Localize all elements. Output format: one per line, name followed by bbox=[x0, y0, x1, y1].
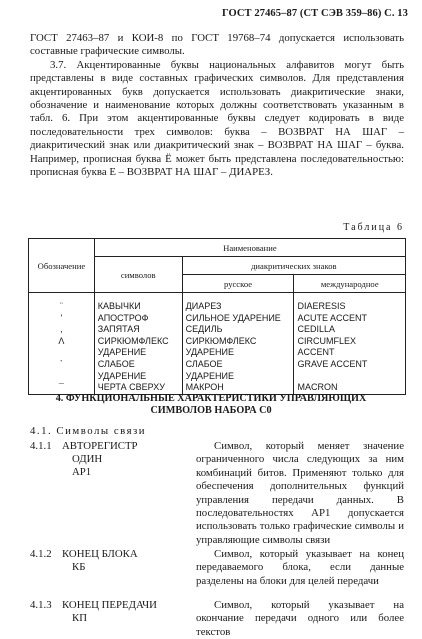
cell-international: MACRON bbox=[294, 382, 406, 394]
definition-text: Символ, который указывает на конец передаваемого блока, если данные разделены на блоки для целей передачи bbox=[196, 548, 404, 587]
cell-designation bbox=[29, 371, 95, 383]
col-header-symbols: символов bbox=[94, 257, 182, 293]
table-row bbox=[29, 313, 406, 325]
cell-russian: МАКРОН bbox=[182, 382, 294, 394]
term-4-1-1 bbox=[30, 440, 170, 480]
definition-text: Символ, который указывает на окончание передачи одного или более текстов bbox=[196, 599, 404, 638]
cell-designation: , bbox=[29, 324, 95, 336]
cell-designation: ' bbox=[29, 313, 95, 325]
term-4-1-2 bbox=[30, 548, 170, 574]
cell-designation bbox=[29, 347, 95, 359]
cell-designation: ¨ bbox=[29, 293, 95, 313]
subsection-heading: 4.1. Символы связи bbox=[30, 425, 147, 437]
term-abbreviation: КП bbox=[72, 612, 87, 625]
cell-russian: СИЛЬНОЕ УДАРЕНИЕ bbox=[182, 313, 294, 325]
page-header: ГОСТ 27465–87 (СТ СЭВ 359–86) С. 13 bbox=[221, 8, 408, 19]
col-header-naming: Наименование bbox=[94, 239, 405, 257]
paragraph-3-7: 3.7. Акцентированные буквы национальных алфавитов могут быть представлены в виде составных графических символов. Для представления акцентированных букв допускается использовать диакритические знаки, обозначение и наименование которых должны соответствовать указанным в табл. 6. При этом акцентированные буквы следует кодировать в виде последовательности трех символов: буква – ВОЗВРАТ НА ШАГ – диакритический знак или диакритический знак – ВОЗВРАТ НА ШАГ – буква. Например, прописная буква Ё может быть представлена последовательностью: прописная буква Е – ВОЗВРАТ НА ШАГ – ДИАРЕЗ. bbox=[30, 58, 404, 179]
cell-international: CIRCUMFLEX bbox=[294, 336, 406, 348]
cell-symbol: СЛАБОЕ bbox=[94, 359, 182, 371]
table-row bbox=[29, 336, 406, 348]
definition-4-1-3 bbox=[196, 599, 404, 639]
term-name: АВТОРЕГИСТР bbox=[62, 440, 138, 452]
term-name: КОНЕЦ ПЕРЕДАЧИ bbox=[62, 599, 157, 611]
cell-russian: СЕДИЛЬ bbox=[182, 324, 294, 336]
cell-international: ACUTE ACCENT bbox=[294, 313, 406, 325]
cell-symbol: АПОСТРОФ bbox=[94, 313, 182, 325]
table-6 bbox=[28, 238, 406, 395]
cell-international bbox=[294, 371, 406, 383]
term-name: КОНЕЦ БЛОКА bbox=[62, 548, 138, 560]
cell-symbol: УДАРЕНИЕ bbox=[94, 347, 182, 359]
cell-russian: УДАРЕНИЕ bbox=[182, 347, 294, 359]
section-title-line-1: 4. ФУНКЦИОНАЛЬНЫЕ ХАРАКТЕРИСТИКИ УПРАВЛЯЮЩИХ bbox=[55, 393, 367, 404]
cell-russian: СЛАБОЕ bbox=[182, 359, 294, 371]
term-abbreviation: КБ bbox=[72, 561, 86, 574]
col-header-designation: Обозначение bbox=[29, 239, 95, 293]
term-abbreviation: АР1 bbox=[72, 466, 92, 479]
cell-international: DIAERESIS bbox=[294, 293, 406, 313]
cell-symbol: ЗАПЯТАЯ bbox=[94, 324, 182, 336]
cell-symbol: УДАРЕНИЕ bbox=[94, 371, 182, 383]
cell-russian: ДИАРЕЗ bbox=[182, 293, 294, 313]
cell-designation: ` bbox=[29, 359, 95, 371]
cell-russian: СИРКЮМФЛЕКС bbox=[182, 336, 294, 348]
paragraph-continuation: ГОСТ 27463–87 и КОИ-8 по ГОСТ 19768–74 допускается использовать составные графические символы. bbox=[30, 32, 404, 58]
cell-symbol: КАВЫЧКИ bbox=[94, 293, 182, 313]
col-header-russian: русское bbox=[182, 275, 294, 293]
cell-international: GRAVE ACCENT bbox=[294, 359, 406, 371]
section-title-line-2: СИМВОЛОВ НАБОРА С0 bbox=[150, 405, 272, 416]
definition-text: Символ, который меняет значение ограниченного числа следующих за ним комбинаций битов. Применяют только для обеспечения дополнительных функций управления передачи данных. В последовательностях АР1 допускается использовать только графические символы и управляющие символы связи bbox=[196, 440, 404, 546]
term-4-1-3 bbox=[30, 599, 170, 625]
term-number: 4.1.1 bbox=[30, 440, 52, 452]
term-number: 4.1.3 bbox=[30, 599, 52, 611]
col-header-international: международное bbox=[294, 275, 406, 293]
section-title bbox=[0, 393, 422, 417]
table-caption: Таблица 6 bbox=[343, 222, 404, 233]
table-row bbox=[29, 359, 406, 371]
table-row bbox=[29, 293, 406, 313]
cell-symbol: СИРКЮМФЛЕКС bbox=[94, 336, 182, 348]
cell-designation: Λ bbox=[29, 336, 95, 348]
intro-text bbox=[30, 32, 404, 179]
table-row bbox=[29, 371, 406, 383]
term-name-cont: ОДИН bbox=[72, 453, 103, 466]
cell-russian: УДАРЕНИЕ bbox=[182, 371, 294, 383]
term-number: 4.1.2 bbox=[30, 548, 52, 560]
cell-designation: ¯ bbox=[29, 382, 95, 394]
table-row bbox=[29, 324, 406, 336]
definition-4-1-1 bbox=[196, 440, 404, 547]
definition-4-1-2 bbox=[196, 548, 404, 588]
cell-symbol: ЧЕРТА СВЕРХУ bbox=[94, 382, 182, 394]
col-header-diacritics: диакритических знаков bbox=[182, 257, 405, 275]
cell-international: CEDILLA bbox=[294, 324, 406, 336]
table-row bbox=[29, 347, 406, 359]
cell-international: ACCENT bbox=[294, 347, 406, 359]
